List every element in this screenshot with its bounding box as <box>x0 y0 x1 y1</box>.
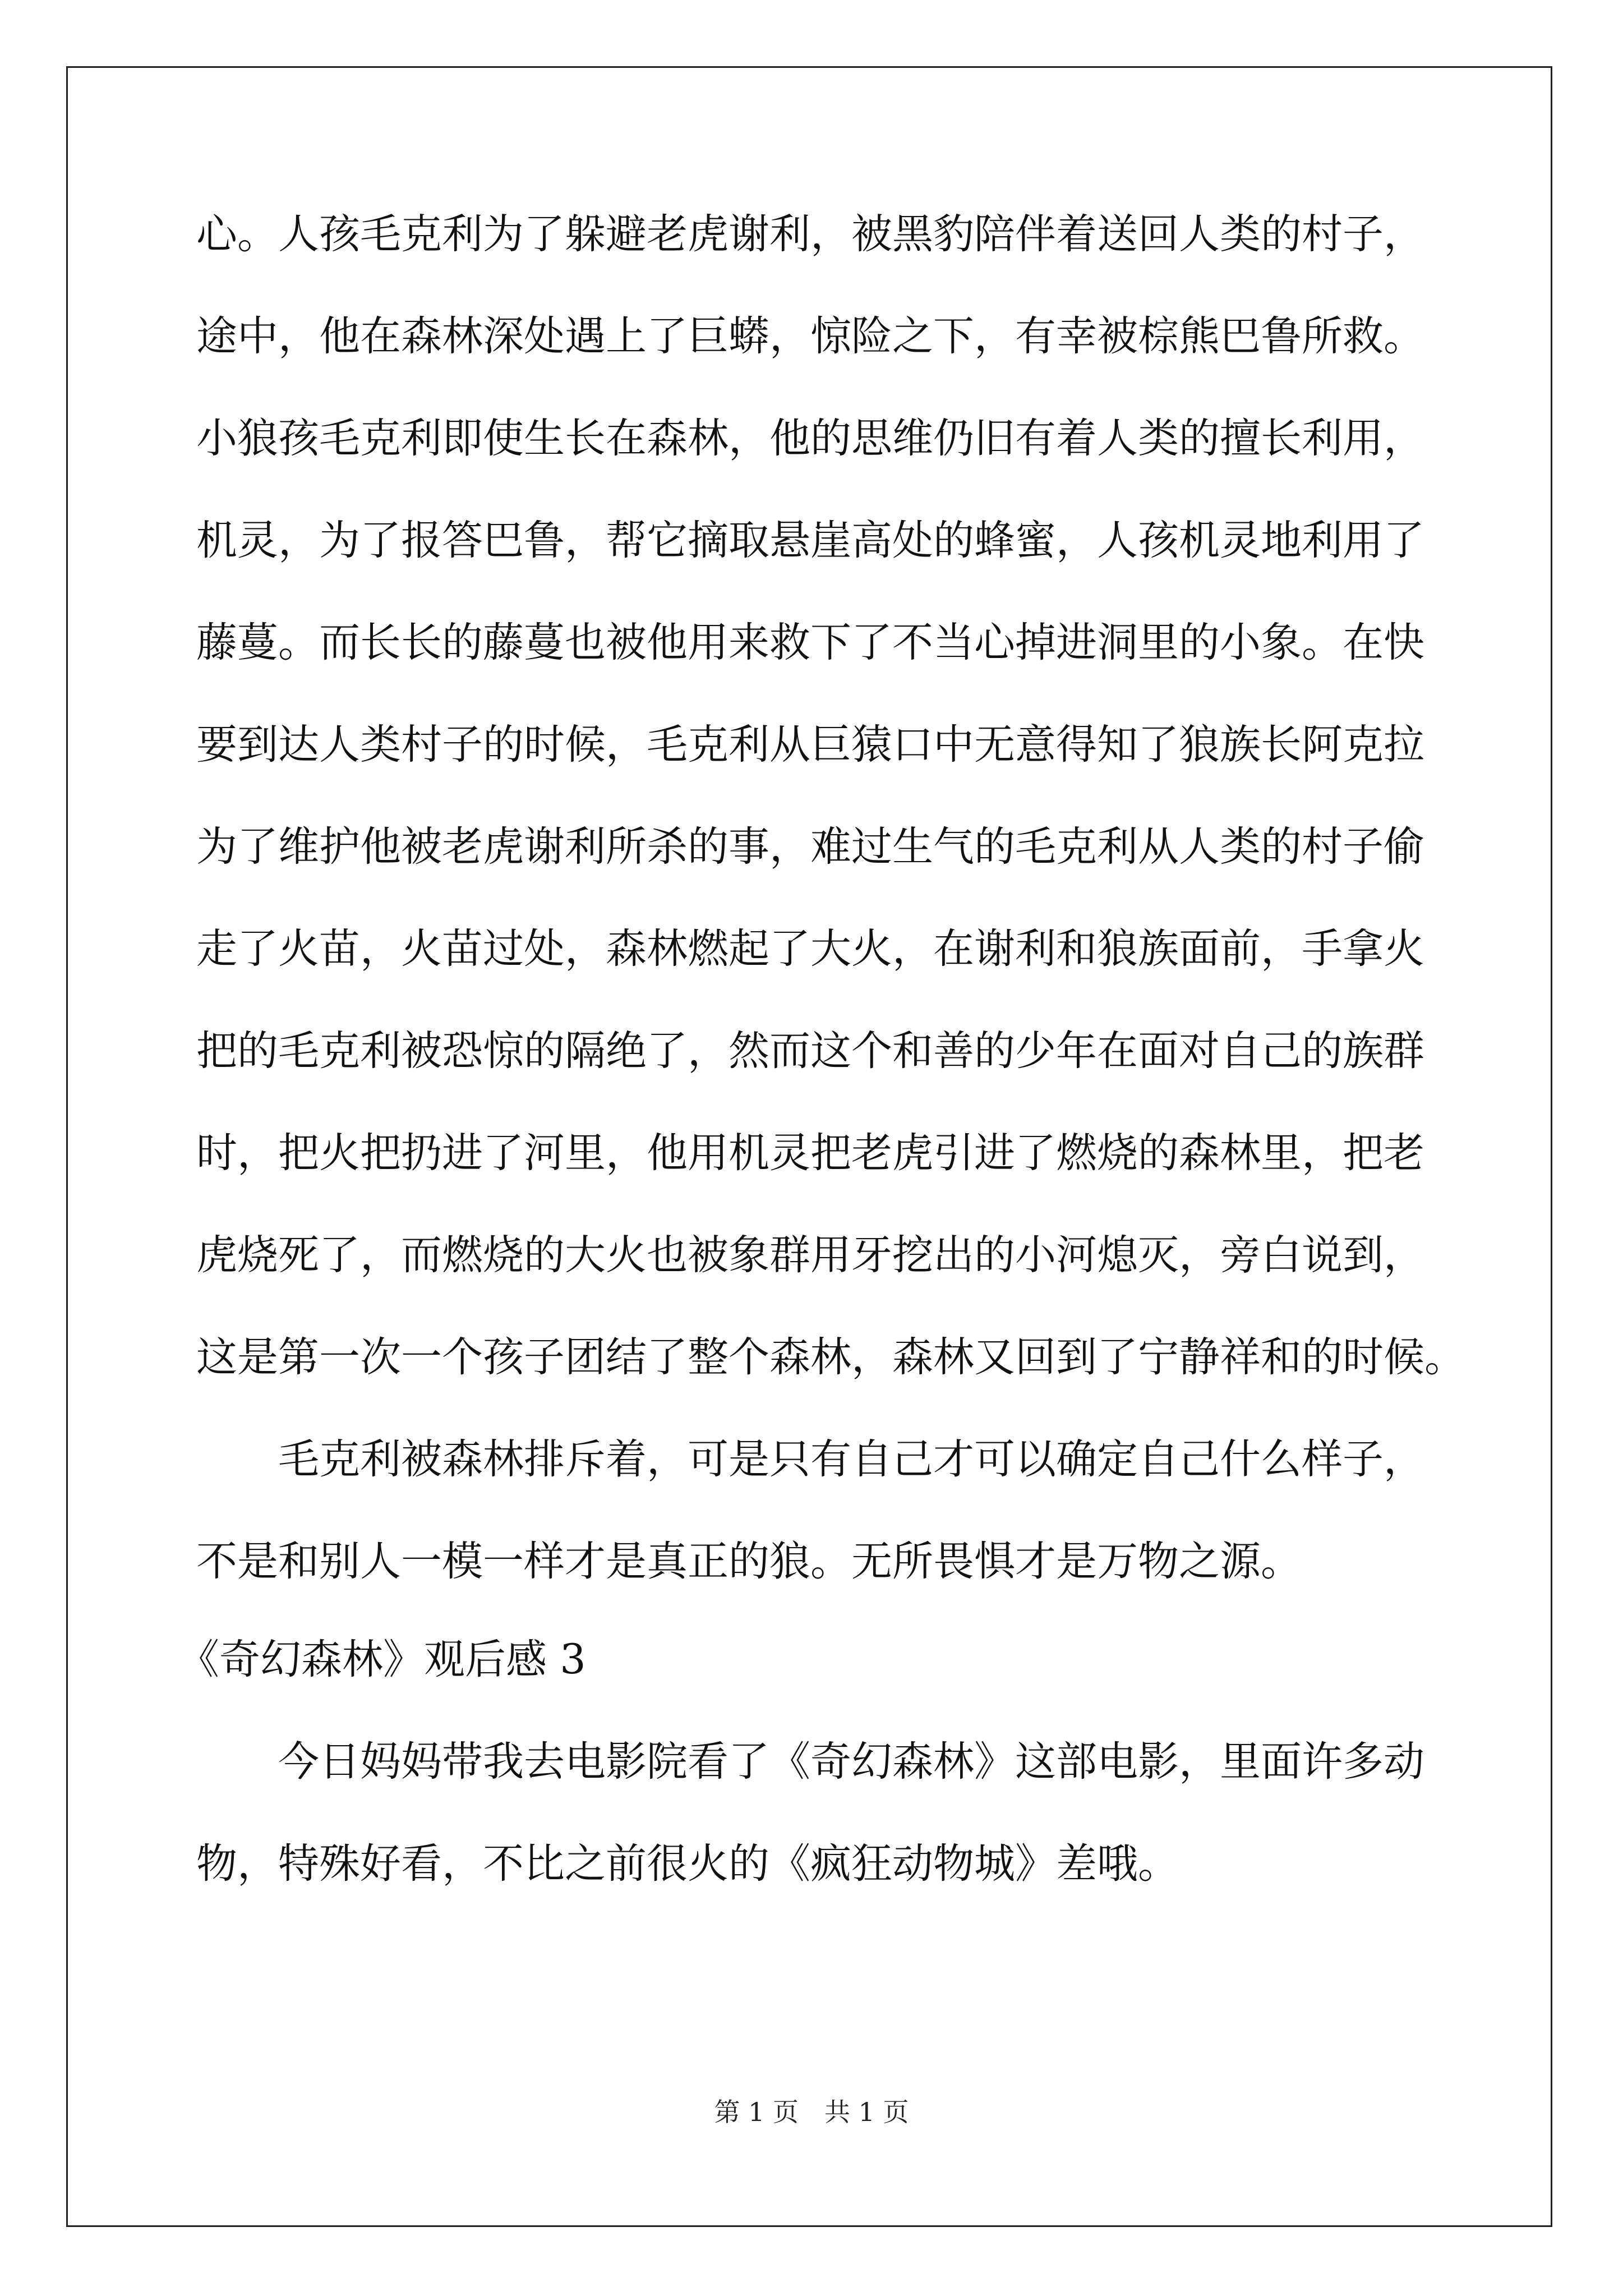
paragraph-line: 今日妈妈带我去电影院看了《奇幻森林》这部电影，里面许多动 <box>278 1738 1424 1786</box>
paragraph-line: 心。人孩毛克利为了躲避老虎谢利，被黑豹陪伴着送回人类的村子， <box>196 210 1424 258</box>
paragraph-line: 走了火苗，火苗过处，森林燃起了大火，在谢利和狼族面前，手拿火 <box>196 925 1424 973</box>
paragraph-line: 物，特殊好看，不比之前很火的《疯狂动物城》差哦。 <box>196 1840 1179 1888</box>
paragraph-line: 时，把火把扔进了河里，他用机灵把老虎引进了燃烧的森林里，把老 <box>196 1129 1424 1177</box>
paragraph-line: 为了维护他被老虎谢利所杀的事，难过生气的毛克利从人类的村子偷 <box>196 823 1424 871</box>
paragraph-line: 把的毛克利被恐惊的隔绝了，然而这个和善的少年在面对自己的族群 <box>196 1027 1424 1075</box>
paragraph-line: 藤蔓。而长长的藤蔓也被他用来救下了不当心掉进洞里的小象。在快 <box>196 619 1424 666</box>
paragraph-line: 这是第一次一个孩子团结了整个森林，森林又回到了宁静祥和的时候。 <box>196 1333 1465 1381</box>
paragraph-line: 毛克利被森林排斥着，可是只有自己才可以确定自己什么样子， <box>278 1435 1424 1483</box>
section-heading: 《奇幻森林》观后感 3 <box>178 1636 586 1683</box>
paragraph-line: 要到达人类村子的时候，毛克利从巨猿口中无意得知了狼族长阿克拉 <box>196 721 1424 769</box>
paragraph-line: 小狼孩毛克利即使生长在森林，他的思维仍旧有着人类的擅长利用， <box>196 415 1424 462</box>
paragraph-line: 途中，他在森林深处遇上了巨蟒，惊险之下，有幸被棕熊巴鲁所救。 <box>196 312 1424 360</box>
paragraph-line: 虎烧死了，而燃烧的大火也被象群用牙挖出的小河熄灭，旁白说到， <box>196 1231 1424 1279</box>
paragraph-line: 不是和别人一模一样才是真正的狼。无所畏惧才是万物之源。 <box>196 1538 1302 1585</box>
page-footer: 第 1 页 共 1 页 <box>714 2097 909 2127</box>
paragraph-line: 机灵，为了报答巴鲁，帮它摘取悬崖高处的蜂蜜，人孩机灵地利用了 <box>196 517 1424 564</box>
